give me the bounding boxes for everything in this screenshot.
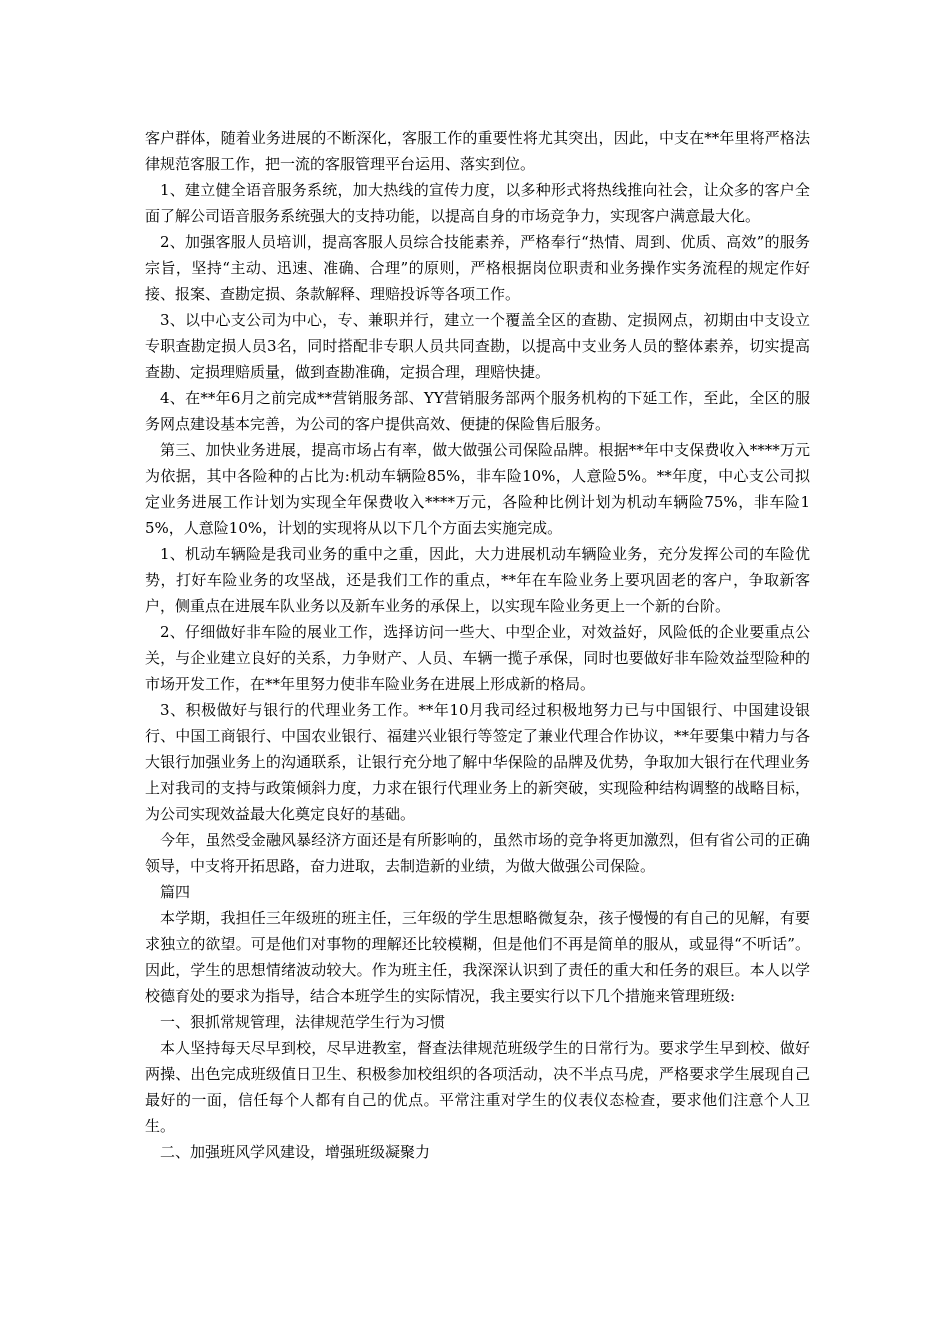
section-heading: 篇四 [160,883,191,901]
paragraph: 1、机动车辆险是我司业务的重中之重，因此，大力进展机动车辆险业务，充分发挥公司的车险优势，打好车险业务的攻坚战，还是我们工作的重点，**年在车险业务上要巩固老的客户，争取新客户，侧重点在进展车队业务以及新车业务的承保上，以实现车险业务更上一个新的台阶。 [145,545,810,615]
paragraph: 今年，虽然受金融风暴经济方面还是有所影响的，虽然市场的竞争将更加激烈，但有省公司的正确领导，中支将开拓思路，奋力进取，去制造新的业绩，为做大做强公司保险。 [145,831,810,875]
paragraph: 本人坚持每天尽早到校，尽早进教室，督查法律规范班级学生的日常行为。要求学生早到校、做好两操、出色完成班级值日卫生、积极参加校组织的各项活动，决不半点马虎，严格要求学生展现自己最好的一面，信任每个人都有自己的优点。平常注重对学生的仪表仪态检查，要求他们注意个人卫生。 [145,1039,810,1135]
subsection-heading: 一、狠抓常规管理，法律规范学生行为习惯 [160,1013,446,1031]
paragraph: 1、建立健全语音服务系统，加大热线的宣传力度，以多种形式将热线推向社会，让众多的客户全面了解公司语音服务系统强大的支持功能，以提高自身的市场竞争力，实现客户满意最大化。 [145,181,810,225]
paragraph: 第三、加快业务进展，提高市场占有率，做大做强公司保险品牌。根据**年中支保费收入****万元为依据，其中各险种的占比为:机动车辆险85%，非车险10%，人意险5%。**年度，中心支公司拟定业务进展工作计划为实现全年保费收入****万元，各险种比例计划为机动车辆险75%，非车险15%，人意险10%，计划的实现将从以下几个方面去实施完成。 [145,441,810,537]
document-body [145,125,810,1165]
paragraph: 2、仔细做好非车险的展业工作，选择访问一些大、中型企业，对效益好，风险低的企业要重点公关，与企业建立良好的关系，力争财产、人员、车辆一揽子承保，同时也要做好非车险效益型险种的市场开发工作，在**年里努力使非车险业务在进展上形成新的格局。 [145,623,810,693]
subsection-heading: 二、加强班风学风建设，增强班级凝聚力 [160,1143,431,1161]
paragraph: 3、以中心支公司为中心，专、兼职并行，建立一个覆盖全区的查勘、定损网点，初期由中支设立专职查勘定损人员3名，同时搭配非专职人员共同查勘，以提高中支业务人员的整体素养，切实提高查勘、定损理赔质量，做到查勘准确，定损合理，理赔快捷。 [145,311,810,381]
paragraph: 客户群体，随着业务进展的不断深化，客服工作的重要性将尤其突出，因此，中支在**年里将严格法律规范客服工作，把一流的客服管理平台运用、落实到位。 [145,129,810,173]
paragraph: 本学期，我担任三年级班的班主任，三年级的学生思想略微复杂，孩子慢慢的有自己的见解，有要求独立的欲望。可是他们对事物的理解还比较模糊，但是他们不再是简单的服从，或显得“不听话”。因此，学生的思想情绪波动较大。作为班主任，我深深认识到了责任的重大和任务的艰巨。本人以学校德育处的要求为指导，结合本班学生的实际情况，我主要实行以下几个措施来管理班级: [145,909,810,1005]
paragraph: 3、积极做好与银行的代理业务工作。**年10月我司经过积极地努力已与中国银行、中国建设银行、中国工商银行、中国农业银行、福建兴业银行等签定了兼业代理合作协议，**年要集中精力与各大银行加强业务上的沟通联系，让银行充分地了解中华保险的品牌及优势，争取加大银行在代理业务上对我司的支持与政策倾斜力度，力求在银行代理业务上的新突破，实现险种结构调整的战略目标，为公司实现效益最大化奠定良好的基础。 [145,701,810,823]
paragraph: 2、加强客服人员培训，提高客服人员综合技能素养，严格奉行“热情、周到、优质、高效”的服务宗旨，坚持“主动、迅速、准确、合理”的原则，严格根据岗位职责和业务操作实务流程的规定作好接、报案、查勘定损、条款解释、理赔投诉等各项工作。 [145,233,810,303]
paragraph: 4、在**年6月之前完成**营销服务部、YY营销服务部两个服务机构的下延工作，至此，全区的服务网点建设基本完善，为公司的客户提供高效、便捷的保险售后服务。 [145,389,810,433]
